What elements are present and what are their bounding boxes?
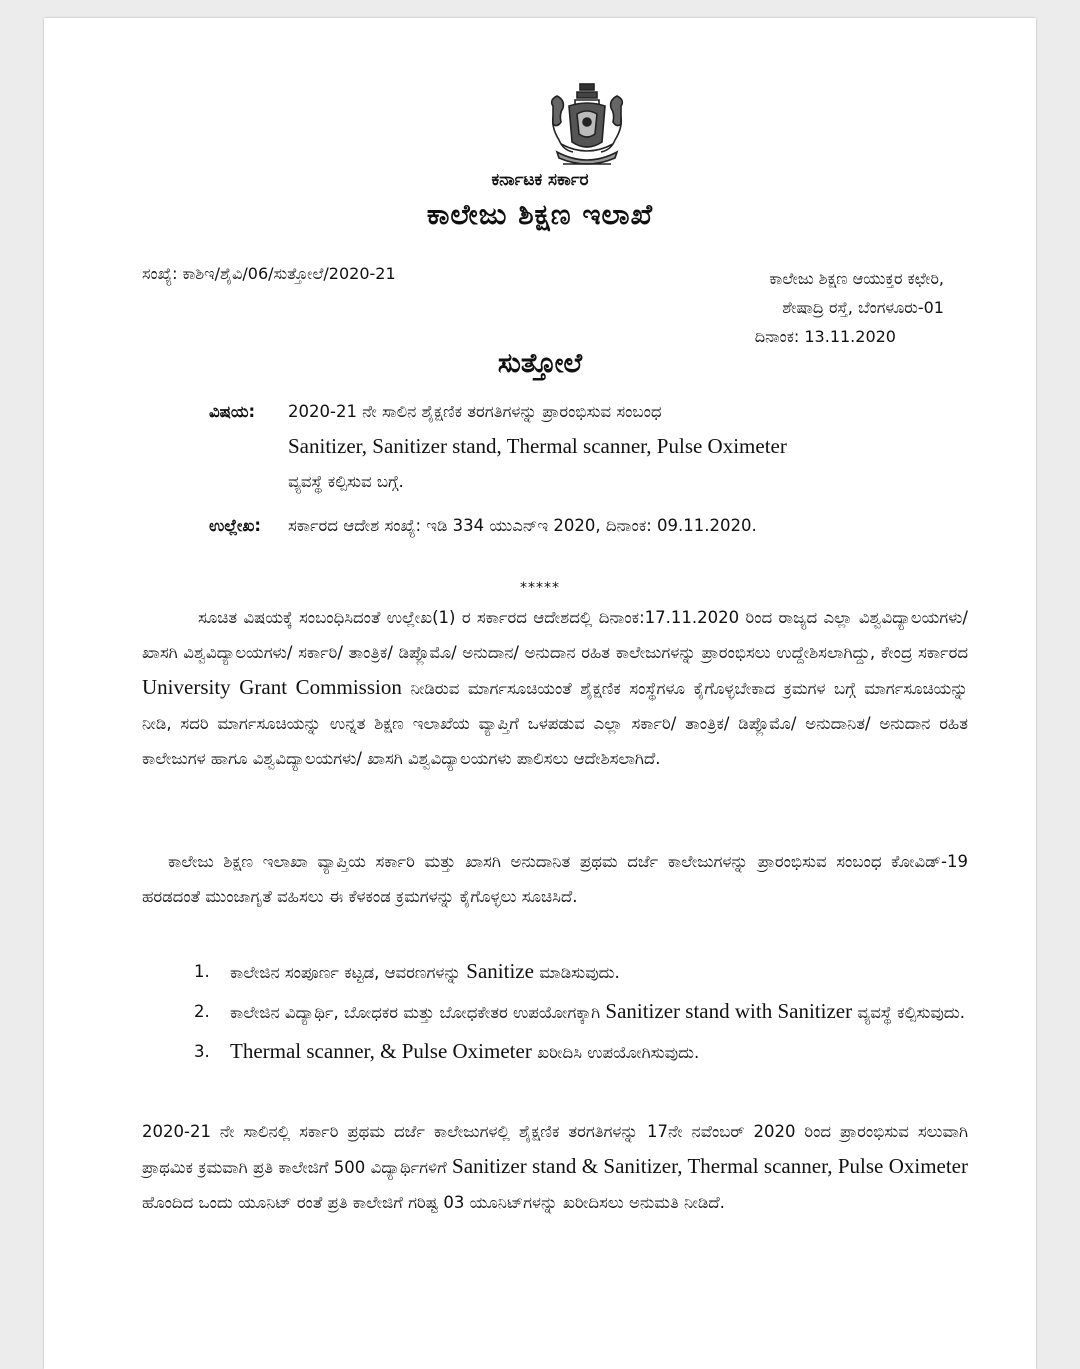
paragraph-3-text-b: ಹೊಂದಿದ ಒಂದು ಯೂನಿಟ್ ರಂತೆ ಪ್ರತಿ ಕಾಲೇಜಿಗೆ ಗರಿಷ್ಟ 03 ಯೂನಿಟ್‌ಗಳನ್ನು ಖರೀದಿಸಲು ಅನುಮತಿ ನೀಡಿದೆ. (142, 1193, 725, 1212)
list-item-text-b: ಮಾಡಿಸುವುದು. (539, 963, 620, 982)
paragraph-2 (142, 844, 968, 914)
subject-line-2: Sanitizer, Sanitizer stand, Thermal scanner, Pulse Oximeter (288, 434, 787, 458)
list-item (194, 1032, 968, 1072)
reference-block (209, 508, 893, 543)
paragraph-3 (142, 1114, 968, 1220)
list-item-text-a: ಕಾಲೇಜಿನ ಸಂಪೂರ್ಣ ಕಟ್ಟಡ, ಆವರಣಗಳನ್ನು (230, 963, 462, 982)
paragraph-1-text-a: ಸೂಚಿತ ವಿಷಯಕ್ಕೆ ಸಂಬಂಧಿಸಿದಂತೆ ಉಲ್ಲೇಖ(1) ರ ಸರ್ಕಾರದ ಆದೇಶದಲ್ಲಿ ದಿನಾಂಕ:17.11.2020 ರಿಂದ ರಾಜ್ಯದ ಎಲ್ಲಾ ವಿಶ್ವವಿದ್ಯಾಲಯಗಳು/ಖಾಸಗಿ ವಿಶ್ವವಿದ್ಯಾಲಯಗಳು/ ಸರ್ಕಾರಿ/ ತಾಂತ್ರಿಕ/ ಡಿಪ್ಲೊಮೊ/ ಅನುದಾನ/ ಅನುದಾನ ರಹಿತ ಕಾಲೇಜುಗಳನ್ನು ಪ್ರಾರಂಭಿಸಲು ಉದ್ದೇಶಿಸಲಾಗಿದ್ದು, ಕೇಂದ್ರ ಸರ್ಕಾರದ (142, 608, 968, 662)
paragraph-2-text: ಕಾಲೇಜು ಶಿಕ್ಷಣ ಇಲಾಖಾ ವ್ಯಾಪ್ತಿಯ ಸರ್ಕಾರಿ ಮತ್ತು ಖಾಸಗಿ ಅನುದಾನಿತ ಪ್ರಥಮ ದರ್ಜೆ ಕಾಲೇಜುಗಳನ್ನು ಪ್ರಾರಂಭಿಸುವ ಸಂಬಂಧ ಕೋವಿಡ್-19 ಹರಡದಂತೆ ಮುಂಜಾಗೃತೆ ವಹಿಸಲು ಈ ಕೆಳಕಂಡ ಕ್ರಮಗಳನ್ನು ಕೈಗೊಳ್ಳಲು ಸೂಚಿಸಿದೆ. (142, 852, 968, 906)
list-item (194, 952, 968, 992)
paragraph-1-english: University Grant Commission (142, 675, 402, 699)
government-name: ಕರ್ನಾಟಕ ಸರ್ಕಾರ (491, 170, 589, 190)
reference-text: ಸರ್ಕಾರದ ಆದೇಶ ಸಂಖ್ಯೆ: ಇಡಿ 334 ಯುಎನ್ಇ 2020, ದಿನಾಂಕ: 09.11.2020. (288, 516, 757, 535)
list-item-english: Sanitize (466, 959, 534, 983)
list-item-english: Sanitizer stand with Sanitizer (605, 999, 853, 1023)
karnataka-emblem-icon (541, 80, 633, 172)
reference-label: ಉಲ್ಲೇಖ: (209, 516, 261, 535)
office-line-1: ಕಾಲೇಜು ಶಿಕ್ಷಣ ಆಯುಕ್ತರ ಕಛೇರಿ, (769, 269, 944, 288)
document-page (44, 18, 1036, 1369)
subject-block (209, 394, 893, 499)
list-number: 3. (194, 1042, 210, 1061)
office-address (644, 264, 944, 351)
list-number: 2. (194, 1002, 210, 1021)
list-item-text-b: ಖರೀದಿಸಿ ಉಪಯೋಗಿಸುವುದು. (537, 1043, 700, 1062)
paragraph-1-text-b: ನೀಡಿರುವ ಮಾರ್ಗಸೂಚಿಯಂತೆ ಶೈಕ್ಷಣಿಕ ಸಂಸ್ಥೆಗಳೂ ಕೈಗೊಳ್ಳಬೇಕಾದ ಕ್ರಮಗಳ ಬಗ್ಗೆ ಮಾರ್ಗಸೂಚಿಯನ್ನು ನೀಡಿ, ಸದರಿ ಮಾರ್ಗಸೂಚಿಯನ್ನು ಉನ್ನತ ಶಿಕ್ಷಣ ಇಲಾಖೆಯ ವ್ಯಾಪ್ತಿಗೆ ಒಳಪಡುವ ಎಲ್ಲಾ ಸರ್ಕಾರಿ/ ತಾಂತ್ರಿಕ/ ಡಿಪ್ಲೊಮೊ/ ಅನುದಾನಿತ/ ಅನುದಾನ ರಹಿತ ಕಾಲೇಜುಗಳ ಹಾಗೂ ವಿಶ್ವವಿದ್ಯಾಲಯಗಳು/ ಖಾಸಗಿ ವಿಶ್ವವಿದ್ಯಾಲಯಗಳು ಪಾಲಿಸಲು ಆದೇಶಿಸಲಾಗಿದೆ. (142, 679, 968, 768)
subject-line-3: ವ್ಯವಸ್ಥೆ ಕಲ್ಪಿಸುವ ಬಗ್ಗೆ. (288, 472, 404, 491)
list-item-text-b: ವ್ಯವಸ್ಥೆ ಕಲ್ಪಿಸುವುದು. (857, 1003, 965, 1022)
document-title: ಸುತ್ತೋಲೆ (497, 348, 583, 379)
list-item-text-a: ಕಾಲೇಜಿನ ವಿದ್ಯಾರ್ಥಿ, ಬೋಧಕರ ಮತ್ತು ಬೋಧಕೇತರ ಉಪಯೋಗಕ್ಕಾಗಿ (230, 1003, 601, 1022)
subject-label: ವಿಷಯ: (209, 402, 256, 421)
department-name: ಕಾಲೇಜು ಶಿಕ್ಷಣ ಇಲಾಖೆ (426, 198, 654, 231)
paragraph-3-text-a: 2020-21 ನೇ ಸಾಲಿನಲ್ಲಿ ಸರ್ಕಾರಿ ಪ್ರಥಮ ದರ್ಜೆ ಕಾಲೇಜುಗಳಲ್ಲಿ ಶೈಕ್ಷಣಿಕ ತರಗತಿಗಳನ್ನು 17ನೇ ನವೆಂಬರ್ 2020 ರಿಂದ ಪ್ರಾರಂಭಿಸುವ ಸಲುವಾಗಿ ಪ್ರಾಥಮಿಕ ಕ್ರಮವಾಗಿ ಪ್ರತಿ ಕಾಲೇಜಿಗೆ 500 ವಿದ್ಯಾರ್ಥಿಗಳಿಗೆ (142, 1122, 968, 1177)
list-item (194, 992, 968, 1032)
circular-number: ಸಂಖ್ಯೆ: ಕಾಶಿಇ/ಶೈವಿ/06/ಸುತ್ತೋಲೆ/2020-21 (142, 264, 396, 283)
paragraph-1 (142, 600, 968, 776)
circular-date: ದಿನಾಂಕ: 13.11.2020 (754, 327, 896, 346)
office-line-2: ಶೇಷಾದ್ರಿ ರಸ್ತೆ, ಬೆಂಗಳೂರು-01 (782, 298, 944, 317)
subject-line-1: 2020-21 ನೇ ಸಾಲಿನ ಶೈಕ್ಷಣಿಕ ತರಗತಿಗಳನ್ನು ಪ್ರಾರಂಭಿಸುವ ಸಂಬಂಧ (288, 402, 662, 421)
paragraph-3-english: Sanitizer stand & Sanitizer, Thermal scanner, Pulse Oximeter (452, 1154, 968, 1178)
list-number: 1. (194, 962, 210, 981)
separator: ***** (520, 580, 560, 596)
list-item-english: Thermal scanner, & Pulse Oximeter (230, 1039, 532, 1063)
measures-list (194, 952, 968, 1072)
